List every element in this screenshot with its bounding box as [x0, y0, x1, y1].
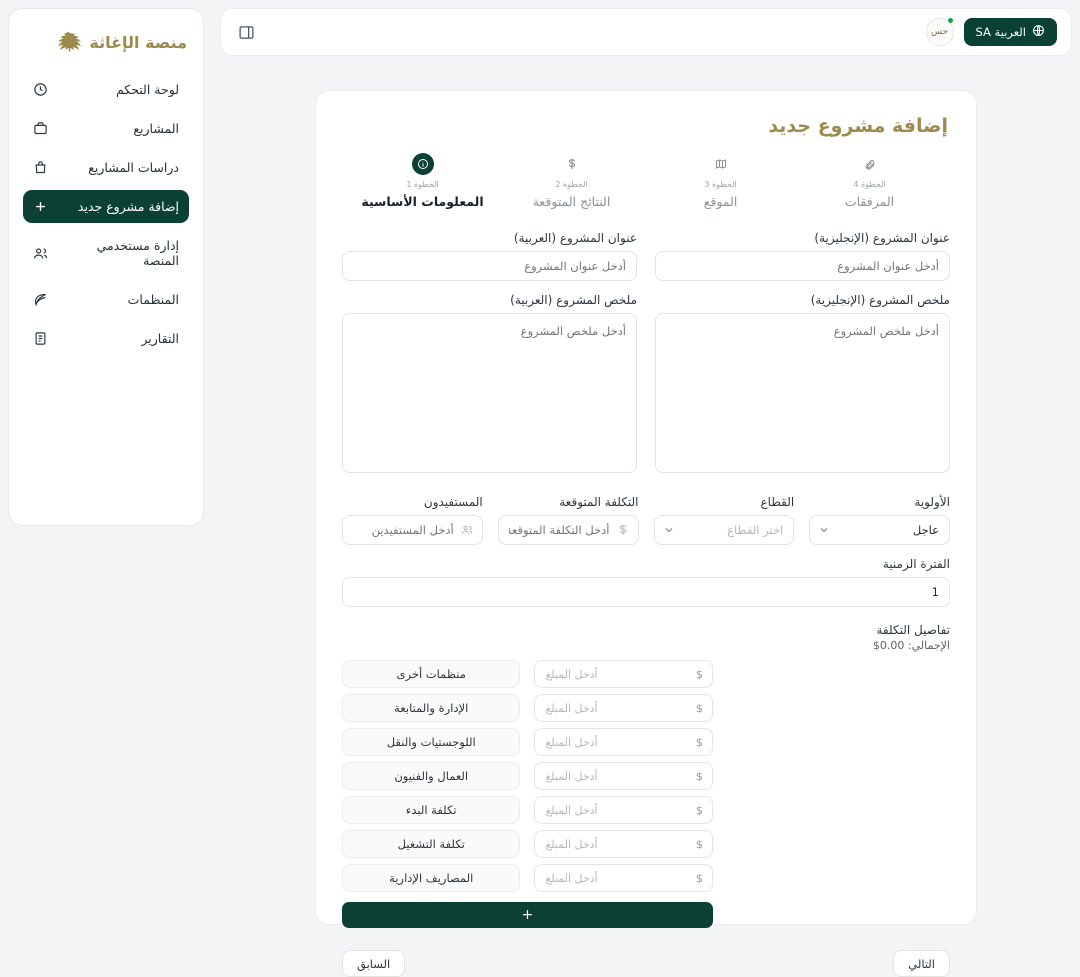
cost-row	[342, 864, 713, 892]
step-3-location[interactable]	[646, 153, 795, 209]
sidebar-item-label: إدارة مستخدمي المنصة	[96, 238, 179, 268]
sidebar-nav	[23, 73, 189, 355]
bag-icon	[33, 160, 48, 175]
label-summary-ar: ملخص المشروع (العربية)	[510, 293, 637, 307]
cost-amount-input[interactable]	[534, 796, 712, 824]
sector-select-value: اختر القطاع	[654, 515, 795, 545]
sector-select[interactable]	[654, 515, 795, 545]
stepper	[342, 153, 950, 215]
cost-row	[342, 660, 713, 688]
step-label: الموقع	[703, 194, 738, 209]
currency-symbol: $	[695, 667, 703, 681]
label-title-en: عنوان المشروع (الإنجليزية)	[814, 231, 950, 245]
cost-name-input[interactable]: الإدارة والمتابعة	[342, 694, 520, 722]
cost-amount-placeholder: أدخل المبلغ	[545, 871, 598, 885]
currency-symbol: $	[695, 769, 703, 783]
cost-details-section	[342, 623, 950, 928]
currency-symbol: $	[695, 871, 703, 885]
cost-details-title: تفاصيل التكلفة	[876, 623, 950, 637]
dollar-icon	[561, 153, 583, 175]
step-number: الخطوة 3	[704, 180, 737, 189]
currency-symbol: $	[695, 837, 703, 851]
label-duration: الفترة الزمنية	[882, 557, 950, 571]
avatar-initials: حس	[931, 27, 949, 37]
dollar-icon	[617, 524, 629, 536]
cost-amount-input[interactable]	[534, 728, 712, 756]
clock-dashboard-icon	[33, 82, 48, 97]
field-expected-cost	[498, 495, 639, 545]
cost-amount-input[interactable]	[534, 864, 712, 892]
step-1-basic-info[interactable]	[348, 153, 497, 209]
field-beneficiaries	[342, 495, 483, 545]
field-sector	[654, 495, 795, 545]
sidebar	[0, 0, 212, 941]
cost-amount-input[interactable]	[534, 762, 712, 790]
panel-toggle-icon[interactable]	[235, 21, 257, 43]
step-number: الخطوة 2	[555, 180, 588, 189]
cost-amount-input[interactable]	[534, 660, 712, 688]
avatar[interactable]	[926, 18, 954, 46]
currency-symbol: $	[695, 803, 703, 817]
summary-en-textarea[interactable]	[655, 313, 950, 473]
online-status-dot	[947, 17, 954, 24]
field-summary-en	[655, 293, 950, 473]
previous-button[interactable]: السابق	[342, 950, 405, 977]
plus-icon	[33, 199, 48, 214]
cost-row	[342, 830, 713, 858]
next-button[interactable]: التالي	[893, 950, 950, 977]
title-en-input[interactable]	[655, 251, 950, 281]
sidebar-item-label: لوحة التحكم	[115, 82, 179, 97]
cost-row	[342, 728, 713, 756]
sidebar-item-platform-users[interactable]	[23, 229, 189, 277]
cost-rows-wrap	[342, 660, 713, 928]
summary-ar-textarea[interactable]	[342, 313, 637, 473]
cost-amount-placeholder: أدخل المبلغ	[545, 701, 598, 715]
info-icon	[412, 153, 434, 175]
language-switch-button[interactable]	[964, 18, 1057, 46]
sidebar-item-label: المشاريع	[133, 121, 179, 136]
page-title: إضافة مشروع جديد	[768, 115, 948, 137]
users-icon	[33, 246, 48, 261]
sidebar-item-add-project[interactable]	[23, 190, 189, 223]
cost-row	[342, 694, 713, 722]
language-label: العربية SA	[975, 25, 1026, 39]
field-duration	[342, 557, 950, 607]
attachment-icon	[859, 153, 881, 175]
topbar-right-group	[926, 18, 1057, 46]
sidebar-item-organizations[interactable]	[23, 283, 189, 316]
briefcase-icon	[33, 121, 48, 136]
sidebar-item-label: إضافة مشروع جديد	[77, 199, 179, 214]
brand	[23, 25, 189, 73]
brand-title: منصة الإغاثة	[89, 32, 187, 52]
sidebar-item-reports[interactable]	[23, 322, 189, 355]
sidebar-item-label: دراسات المشاريع	[88, 160, 179, 175]
label-summary-en: ملخص المشروع (الإنجليزية)	[810, 293, 950, 307]
cost-name-input[interactable]: منظمات أخرى	[342, 660, 520, 688]
step-4-attachments[interactable]	[795, 153, 944, 209]
sidebar-card	[8, 8, 204, 526]
sidebar-item-dashboard[interactable]	[23, 73, 189, 106]
label-sector: القطاع	[760, 495, 795, 509]
sidebar-item-project-studies[interactable]	[23, 151, 189, 184]
currency-symbol: $	[695, 701, 703, 715]
step-number: الخطوة 1	[406, 180, 439, 189]
cost-amount-placeholder: أدخل المبلغ	[545, 735, 598, 749]
duration-input[interactable]	[342, 577, 950, 607]
main-region	[212, 0, 1080, 971]
cost-row	[342, 762, 713, 790]
add-cost-row-button[interactable]: +	[342, 902, 713, 928]
step-label: المرفقات	[844, 194, 895, 209]
step-number: الخطوة 4	[853, 180, 886, 189]
globe-icon	[1032, 24, 1045, 40]
sidebar-item-label: المنظمات	[127, 292, 179, 307]
basic-info-form	[342, 231, 950, 607]
cost-total-label: الإجمالي: 0.00$	[872, 639, 950, 652]
report-icon	[33, 331, 48, 346]
field-title-en	[655, 231, 950, 281]
cost-amount-input[interactable]	[534, 694, 712, 722]
cost-amount-placeholder: أدخل المبلغ	[545, 667, 598, 681]
cost-amount-placeholder: أدخل المبلغ	[545, 837, 598, 851]
step-label: المعلومات الأساسية	[361, 194, 484, 209]
cost-amount-placeholder: أدخل المبلغ	[545, 803, 598, 817]
cost-name-input[interactable]: العمال والفنيون	[342, 762, 520, 790]
map-icon	[710, 153, 732, 175]
cost-name-input[interactable]: المصاريف الإدارية	[342, 864, 520, 892]
priority-select[interactable]	[809, 515, 950, 545]
cost-row	[342, 796, 713, 824]
beneficiaries-wrap	[342, 515, 483, 545]
title-ar-input[interactable]	[342, 251, 637, 281]
field-title-ar	[342, 231, 637, 281]
leaf-icon	[33, 292, 48, 307]
wizard-footer	[342, 946, 950, 977]
sidebar-item-projects[interactable]	[23, 112, 189, 145]
step-2-expected-results[interactable]	[497, 153, 646, 209]
label-beneficiaries: المستفيدون	[423, 495, 483, 509]
label-title-ar: عنوان المشروع (العربية)	[513, 231, 637, 245]
sidebar-item-label: التقارير	[141, 331, 179, 346]
label-expected-cost: التكلفة المتوقعة	[559, 495, 639, 509]
users-icon	[461, 524, 473, 536]
expected-cost-wrap	[498, 515, 639, 545]
row-four-fields	[342, 485, 950, 545]
cost-amount-placeholder: أدخل المبلغ	[545, 769, 598, 783]
priority-select-value: عاجل	[809, 515, 950, 545]
step-label: النتائج المتوقعة	[532, 194, 611, 209]
topbar	[220, 8, 1072, 56]
eagle-logo-icon	[55, 29, 81, 55]
label-priority: الأولوية	[914, 495, 950, 509]
cost-amount-input[interactable]	[534, 830, 712, 858]
currency-symbol: $	[695, 735, 703, 749]
cost-name-input[interactable]: تكلفة التشغيل	[342, 830, 520, 858]
cost-name-input[interactable]: اللوجستيات والنقل	[342, 728, 520, 756]
field-summary-ar	[342, 293, 637, 473]
cost-rows	[342, 660, 713, 892]
add-project-card	[315, 90, 977, 971]
field-priority	[809, 495, 950, 545]
cost-name-input[interactable]: تكلفة البدء	[342, 796, 520, 824]
